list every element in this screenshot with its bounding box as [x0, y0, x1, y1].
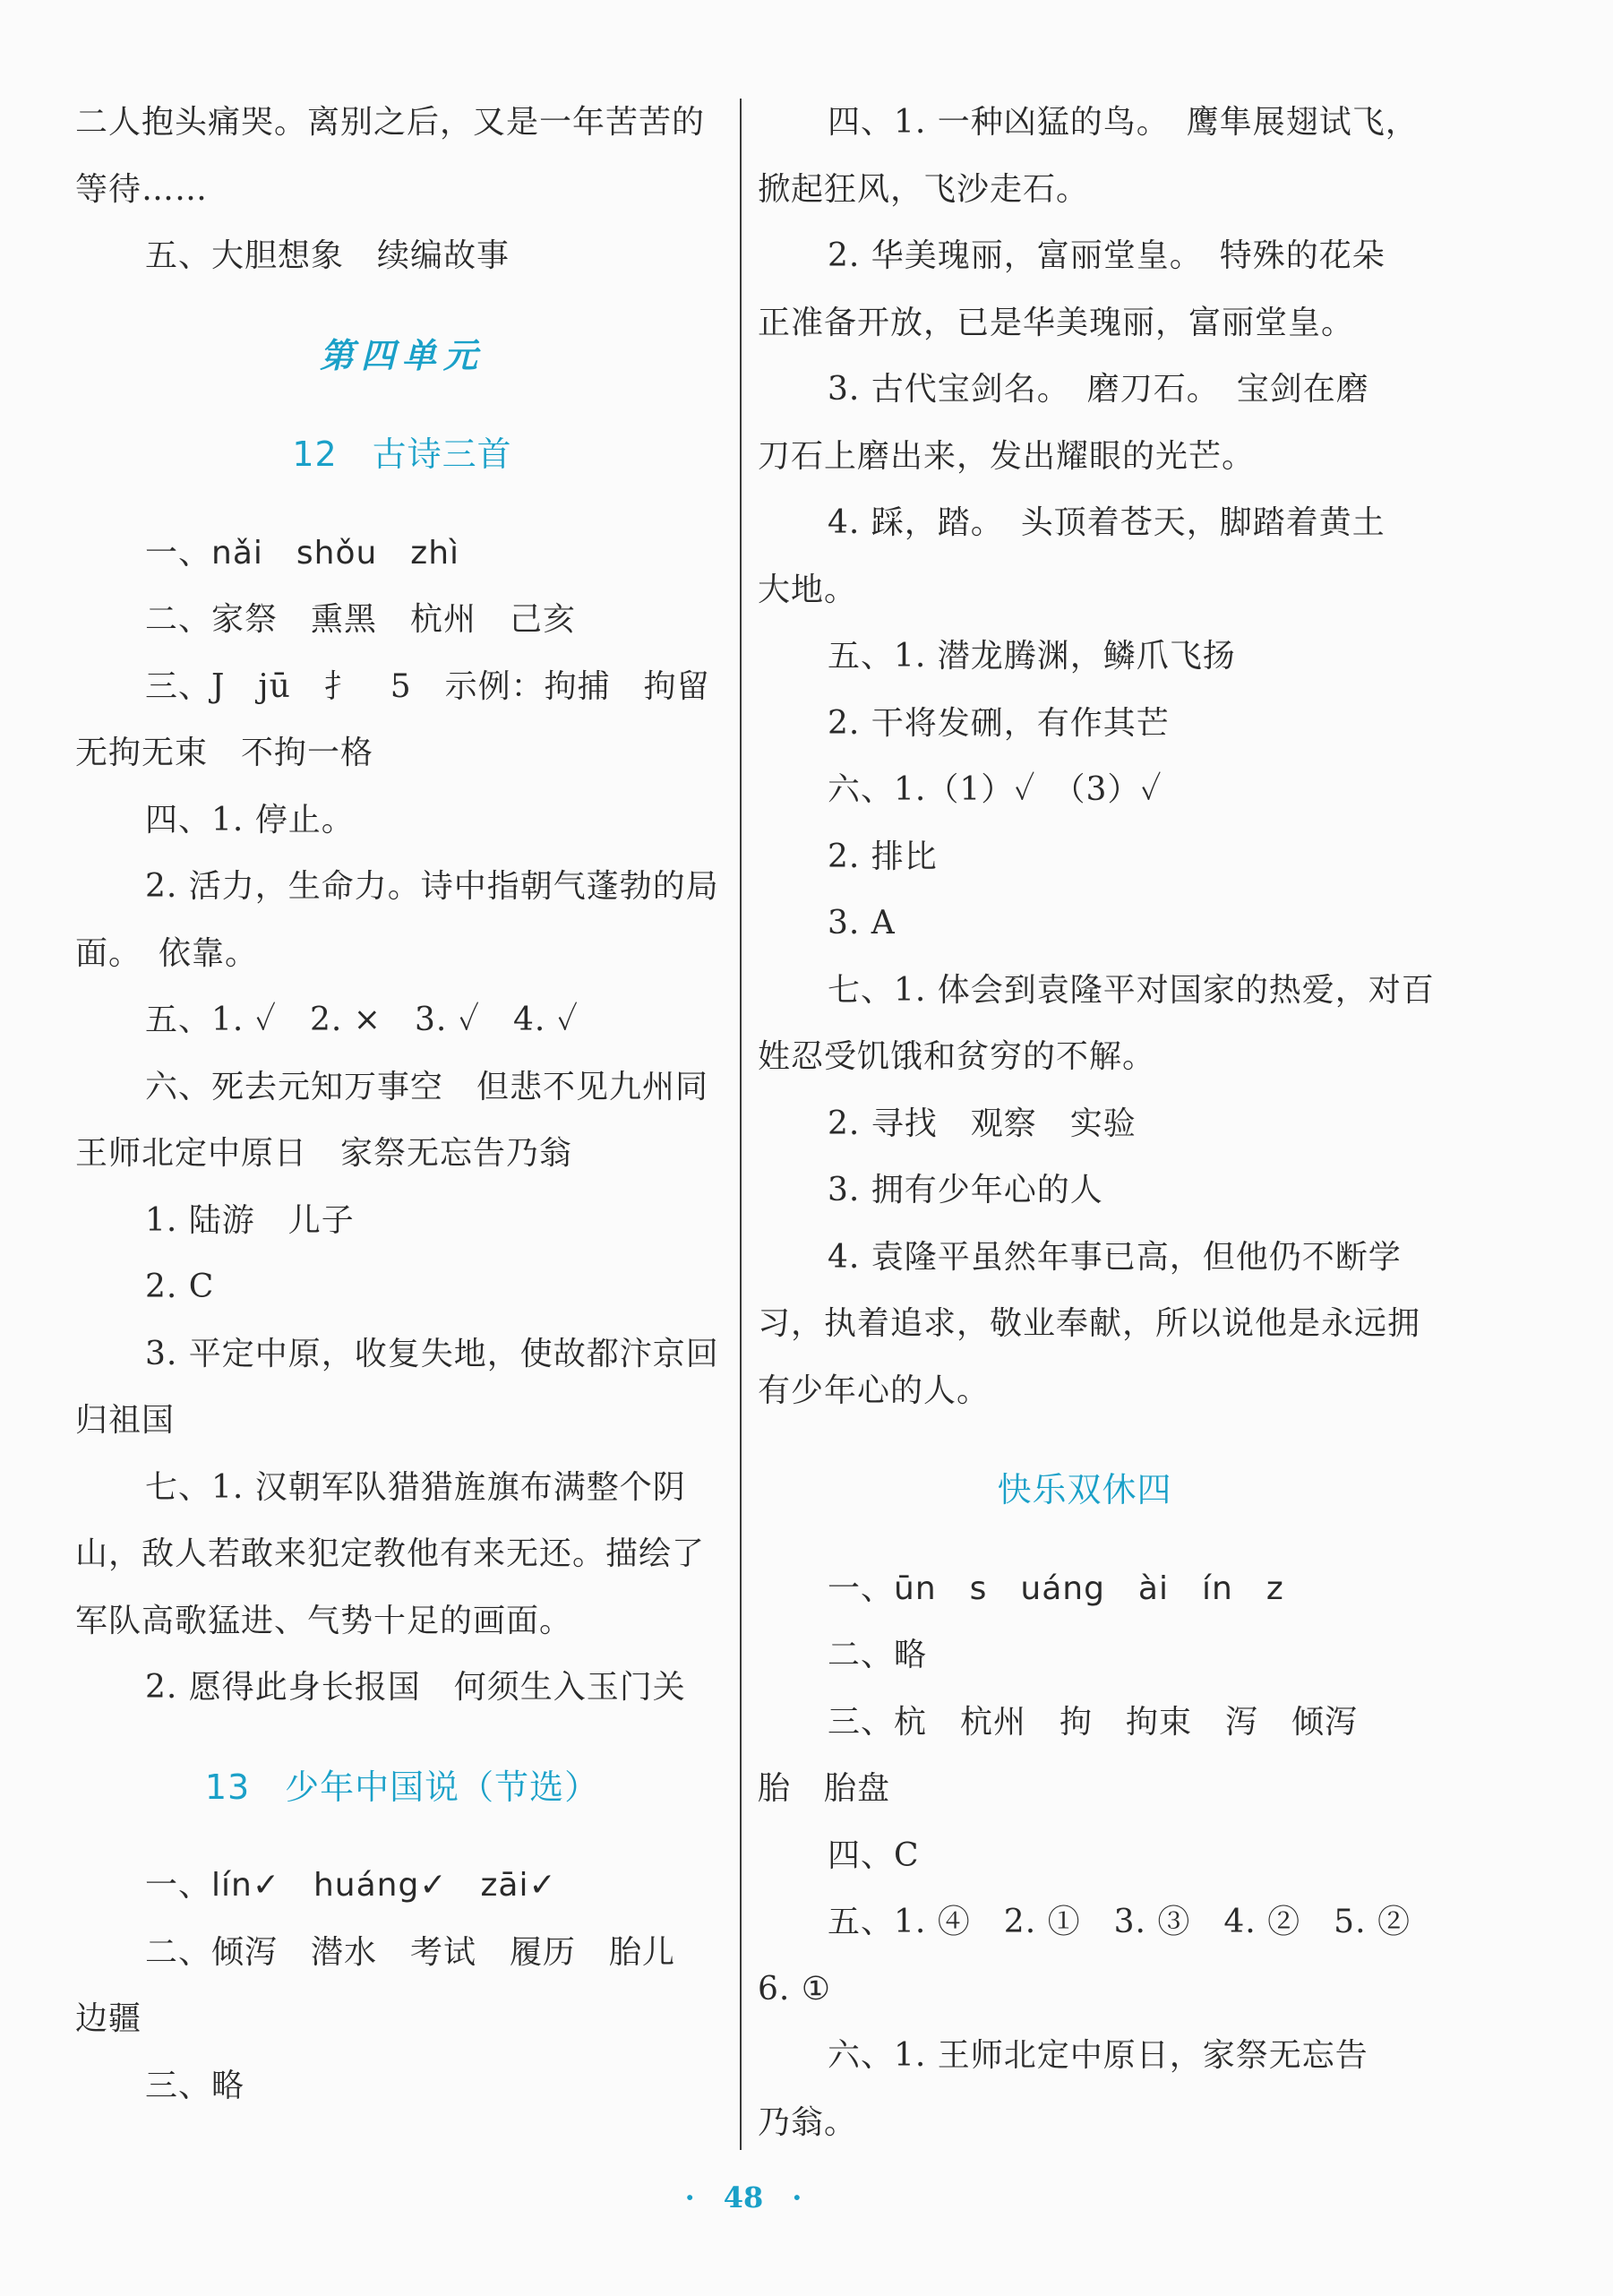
left-column: [75, 90, 729, 2120]
answer-line: 3. 拥有少年心的人: [828, 1172, 1103, 1208]
answer-line: 2. 活力，生命力。诗中指朝气蓬勃的局: [145, 868, 719, 905]
answer-line: 六、1.（1）✓ （3）✓: [828, 771, 1163, 808]
answer-line: 掀起狂风，飞沙走石。: [758, 170, 1090, 208]
answer-line: 2. 排比: [828, 838, 938, 875]
answer-line: 二、略: [828, 1637, 928, 1673]
answer-line: 五、1. 潜龙腾渊，鳞爪飞扬: [828, 638, 1236, 675]
answer-line: 2. 华美瑰丽，富丽堂皇。 特殊的花朵: [828, 237, 1386, 274]
answer-line: 边疆: [75, 2000, 142, 2037]
answer-line: 3. A: [828, 905, 896, 942]
answer-line: 胎 胎盘: [758, 1770, 891, 1807]
answer-line: 一、nǎi shǒu zhì: [145, 534, 460, 572]
answer-line: 归祖国: [75, 1402, 176, 1439]
answer-line: 四、C: [828, 1836, 920, 1874]
section-title: 13 少年中国说（节选）: [204, 1767, 600, 1807]
answer-line: 面。 依靠。: [75, 934, 259, 972]
answer-line: 四、1. 停止。: [145, 801, 355, 838]
answer-line: 二人抱头痛哭。离别之后，又是一年苦苦的: [75, 104, 706, 141]
answer-line: 4. 袁隆平虽然年事已高，但他仍不断学: [828, 1238, 1402, 1276]
answer-line: 五、1. ④ 2. ① 3. ③ 4. ② 5. ②: [828, 1904, 1411, 1940]
answer-line: 五、大胆想象 续编故事: [145, 237, 510, 274]
answer-line: 无拘无束 不拘一格: [75, 735, 374, 771]
answer-line: 二、家祭 熏黑 杭州 己亥: [145, 601, 577, 638]
answer-line: 王师北定中原日 家祭无忘告乃翁: [75, 1135, 573, 1172]
answer-line: 大地。: [758, 571, 858, 608]
column-divider: [740, 99, 742, 2150]
answer-line: 4. 踩，踏。 头顶着苍天，脚踏着黄土: [828, 504, 1386, 541]
page-number: · 48 ·: [684, 2180, 802, 2214]
answer-line: 等待……: [75, 170, 209, 208]
answer-line: 2. 寻找 观察 实验: [828, 1105, 1137, 1142]
section-title: 快乐双休四: [997, 1470, 1172, 1509]
answer-line: 三、杭 杭州 拘 拘束 泻 倾泻: [828, 1703, 1359, 1741]
answer-line: 一、lín✓ huáng✓ zāi✓: [145, 1867, 557, 1904]
answer-line: 刀石上磨出来，发出耀眼的光芒。: [758, 437, 1256, 475]
answer-line: 姓忍受饥饿和贫穷的不解。: [758, 1038, 1156, 1075]
answer-line: 三、略: [145, 2067, 245, 2104]
answer-line: 二、倾泻 潜水 考试 履历 胎儿: [145, 1933, 676, 1971]
answer-line: 2. 干将发硎，有作其芒: [828, 704, 1170, 742]
answer-line: 三、J jū 扌 5 示例：拘捕 拘留: [145, 667, 710, 705]
answer-line: 3. 古代宝剑名。 磨刀石。 宝剑在磨: [828, 371, 1369, 408]
unit-title: 第四单元: [319, 334, 485, 375]
answer-line: 正准备开放，已是华美瑰丽，富丽堂皇。: [758, 304, 1355, 341]
answer-line: 一、ūn s uáng ài ín z: [828, 1569, 1284, 1607]
right-column: [758, 90, 1435, 2156]
answer-line: 习，执着追求，敬业奉献，所以说他是永远拥: [758, 1305, 1421, 1342]
answer-line: 2. 愿得此身长报国 何须生入玉门关: [145, 1669, 686, 1706]
answer-line: 六、1. 王师北定中原日，家祭无忘告: [828, 2037, 1368, 2074]
answer-line: 五、1. ✓ 2. × 3. ✓ 4. ✓: [145, 1002, 579, 1038]
answer-line: 6. ①: [758, 1970, 832, 2008]
answer-line: 1. 陆游 儿子: [145, 1201, 355, 1239]
answer-line: 有少年心的人。: [758, 1372, 991, 1409]
answer-line: 七、1. 汉朝军队猎猎旌旗布满整个阴: [145, 1468, 686, 1506]
answer-line: 七、1. 体会到袁隆平对国家的热爱，对百: [828, 971, 1435, 1009]
answer-line: 四、1. 一种凶猛的鸟。 鹰隼展翅试飞，: [828, 104, 1419, 141]
answer-line: 军队高歌猛进、气势十足的画面。: [75, 1602, 573, 1639]
answer-line: 六、死去元知万事空 但悲不见九州同: [145, 1068, 709, 1105]
section-title: 12 古诗三首: [292, 434, 512, 474]
answer-line: 3. 平定中原，收复失地，使故都汴京回: [145, 1335, 719, 1372]
answer-line: 乃翁。: [758, 2103, 858, 2141]
answer-line: 山，敌人若敢来犯定教他有来无还。描绘了: [75, 1535, 706, 1572]
answer-line: 2. C: [145, 1268, 215, 1305]
